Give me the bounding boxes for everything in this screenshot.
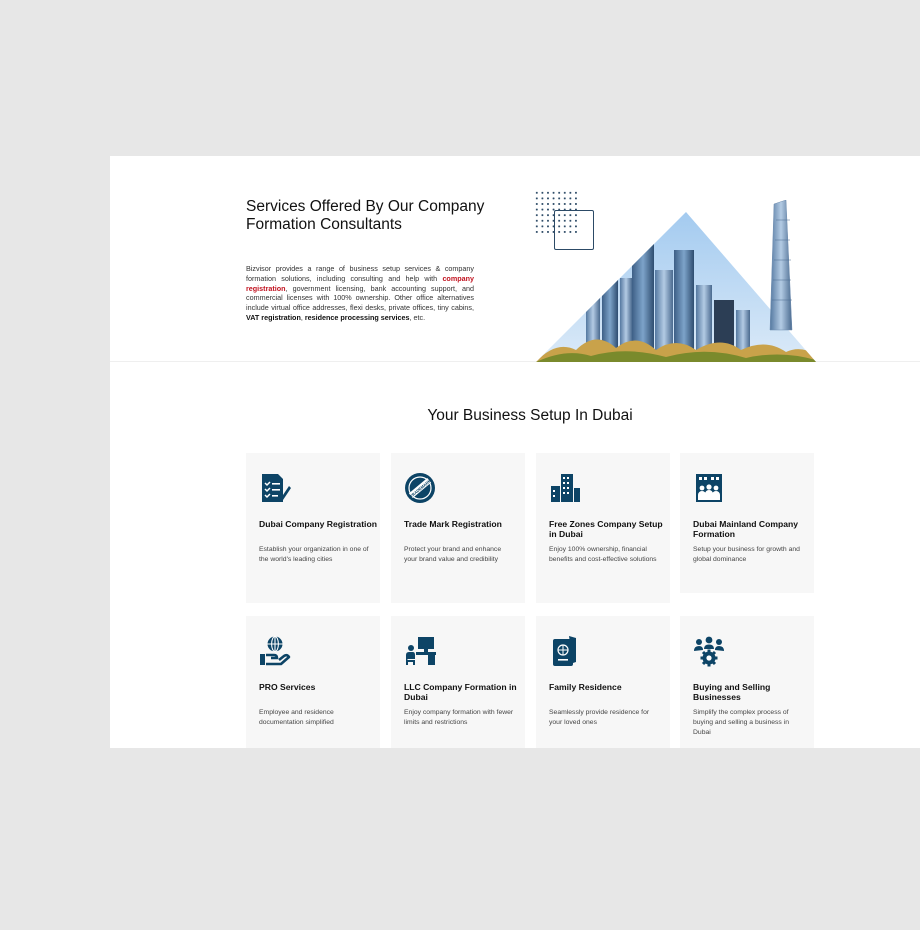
card-description: Setup your business for growth and global dominance	[693, 546, 800, 563]
service-card-trade-mark-registration[interactable]	[391, 453, 525, 603]
card-description: Seamlessly provide residence for your loved ones	[549, 709, 650, 726]
card-title: Family Residence	[549, 682, 622, 692]
card-description: Protect your brand and enhance your brand value and credibility	[404, 546, 502, 563]
service-card-free-zones[interactable]	[536, 453, 670, 603]
card-title: LLC Company Formation in Dubai	[404, 682, 517, 703]
globe-hand-icon	[259, 635, 291, 667]
service-card-dubai-mainland[interactable]	[680, 453, 814, 593]
team-gear-icon	[693, 635, 725, 667]
hero-text-part: , etc.	[409, 312, 426, 322]
section-title: Your Business Setup In Dubai	[427, 407, 633, 424]
services-hero	[110, 156, 920, 362]
card-description: Establish your organization in one of the world's leading cities	[259, 546, 369, 563]
checklist-document-icon	[259, 472, 291, 504]
service-card-pro-services[interactable]	[246, 616, 380, 748]
hero-text-part: , government licensing, bank accounting support, and commercial licenses with 100% ownership. Other office alternatives include virtual office addresses, flexi desks, private offices, tiny cabins,	[246, 283, 474, 313]
office-desk-icon	[404, 635, 436, 667]
passport-icon	[549, 635, 581, 667]
office-building-team-icon	[693, 472, 725, 504]
card-title: Buying and Selling Businesses	[693, 682, 771, 703]
service-card-dubai-company-registration[interactable]	[246, 453, 380, 603]
card-title: Dubai Company Registration	[259, 519, 377, 529]
trademark-stamp-icon	[404, 472, 436, 504]
card-title: PRO Services	[259, 682, 316, 692]
city-buildings-icon	[549, 472, 581, 504]
card-description: Enjoy company formation with fewer limits and restrictions	[404, 709, 514, 726]
service-card-buying-selling-businesses[interactable]	[680, 616, 814, 748]
card-title: Free Zones Company Setup in Dubai	[549, 519, 663, 540]
card-description: Enjoy 100% ownership, financial benefits and cost-effective solutions	[549, 546, 657, 563]
hero-description	[246, 264, 474, 323]
card-title: Trade Mark Registration	[404, 519, 502, 529]
company-registration-link[interactable]: company registration	[246, 273, 474, 293]
vat-registration-text: VAT registration	[246, 312, 301, 322]
service-card-llc-company-formation[interactable]	[391, 616, 525, 748]
hero-text-part: Bizvisor provides a range of business setup services & company formation solutions, including consulting and help with	[246, 264, 474, 283]
svg-text:TRADEMARK: TRADEMARK	[408, 478, 432, 499]
service-card-family-residence[interactable]	[536, 616, 670, 748]
hero-text-part: ,	[300, 312, 305, 322]
page-content	[110, 156, 920, 748]
card-title: Dubai Mainland Company Formation	[693, 519, 799, 540]
card-description: Employee and residence documentation simplified	[259, 709, 334, 726]
card-description: Simplify the complex process of buying and selling a business in Dubai	[693, 709, 789, 736]
hero-title: Services Offered By Our Company Formation Consultants	[246, 198, 485, 233]
dubai-skyline-image	[536, 200, 816, 362]
residence-processing-text: residence processing services	[304, 312, 410, 322]
